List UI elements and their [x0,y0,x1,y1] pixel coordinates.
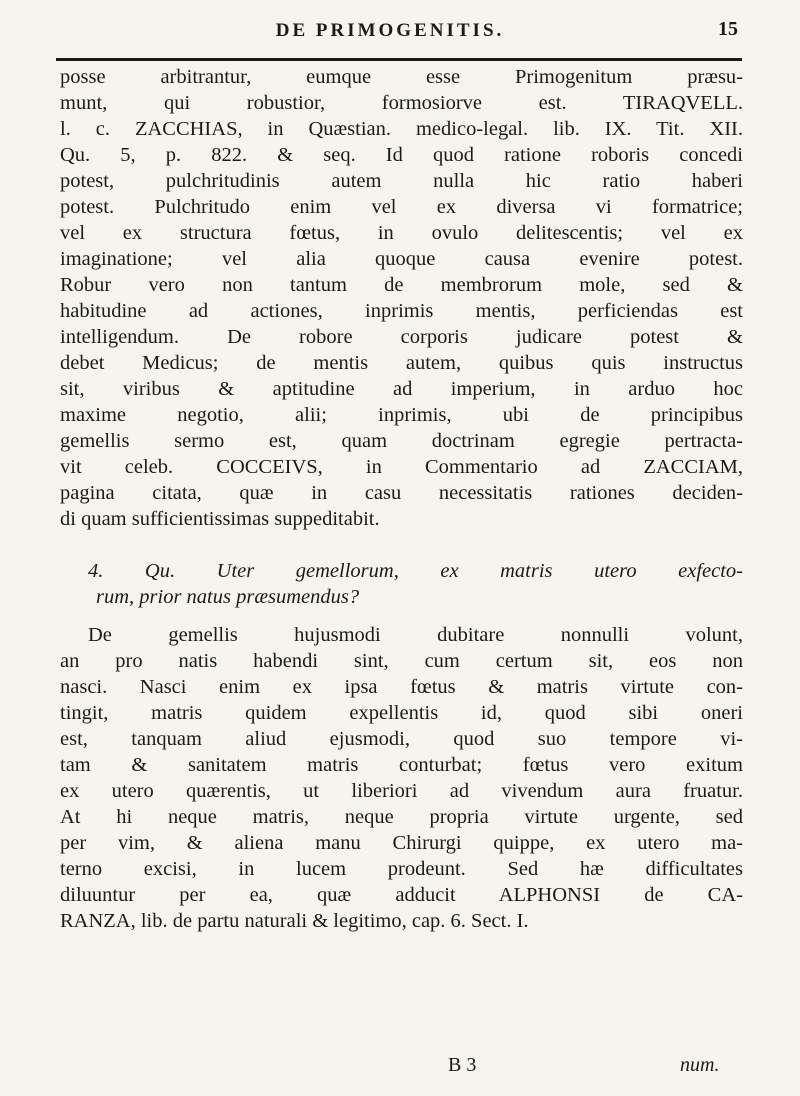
catchword: num. [680,1054,720,1076]
text-line: sit, viribus & aptitudine ad imperium, in arduo hoc [60,378,743,400]
text-line: At hi neque matris, neque propria virtute urgente, sed [60,806,743,828]
text-line: posse arbitrantur, eumque esse Primogenitum præsu- [60,66,743,88]
text-line: maxime negotio, alii; inprimis, ubi de principibus [60,404,743,426]
text-line: imaginatione; vel alia quoque causa evenire potest. [60,248,743,270]
text-line: terno excisi, in lucem prodeunt. Sed hæ difficultates [60,858,743,880]
text-line: intelligendum. De robore corporis judicare potest & [60,326,743,348]
text-line: RANZA, lib. de partu naturali & legitimo, cap. 6. Sect. I. [60,910,529,932]
body-text [60,64,743,934]
running-head [0,14,800,48]
text-line: an pro natis habendi sint, cum certum sit, eos non [60,650,743,672]
text-line: diluuntur per ea, quæ adducit ALPHONSI de CA- [60,884,743,906]
text-line: tam & sanitatem matris conturbat; fœtus vero exitum [60,754,743,776]
text-line: munt, qui robustior, formosiorve est. TIRAQVELL. [60,92,743,114]
text-line: Robur vero non tantum de membrorum mole, sed & [60,274,743,296]
text-line: vit celeb. COCCEIVS, in Commentario ad ZACCIAM, [60,456,743,478]
text-line: habitudine ad actiones, inprimis mentis, perficiendas est [60,300,743,322]
running-title: DE PRIMOGENITIS. [275,20,505,41]
text-line: tingit, matris quidem expellentis id, quod sibi oneri [60,702,743,724]
text-line: potest. Pulchritudo enim vel ex diversa vi formatrice; [60,196,743,218]
text-line: di quam sufficientissimas suppeditabit. [60,508,380,530]
question-heading: 4. Qu. Uter gemellorum, ex matris utero exfecto- [88,560,743,582]
page-number: 15 [718,18,738,40]
header-rule [56,58,742,61]
text-line: est, tanquam aliud ejusmodi, quod suo tempore vi- [60,728,743,750]
text-line: Qu. 5, p. 822. & seq. Id quod ratione roboris concedi [60,144,743,166]
text-line: vel ex structura fœtus, in ovulo delitescentis; vel ex [60,222,743,244]
question-heading-cont: rum, prior natus præsumendus? [96,586,360,608]
text-line: De gemellis hujusmodi dubitare nonnulli volunt, [88,624,743,646]
text-line: pagina citata, quæ in casu necessitatis rationes deciden- [60,482,743,504]
text-line: per vim, & aliena manu Chirurgi quippe, ex utero ma- [60,832,743,854]
signature-mark: B 3 [448,1054,477,1076]
text-line: l. c. ZACCHIAS, in Quæstian. medico-legal. lib. IX. Tit. XII. [60,118,743,140]
text-line: gemellis sermo est, quam doctrinam egregie pertracta- [60,430,743,452]
text-line: nasci. Nasci enim ex ipsa fœtus & matris virtute con- [60,676,743,698]
text-line: potest, pulchritudinis autem nulla hic ratio haberi [60,170,743,192]
text-line: ex utero quærentis, ut liberiori ad vivendum aura fruatur. [60,780,743,802]
text-line: debet Medicus; de mentis autem, quibus quis instructus [60,352,743,374]
